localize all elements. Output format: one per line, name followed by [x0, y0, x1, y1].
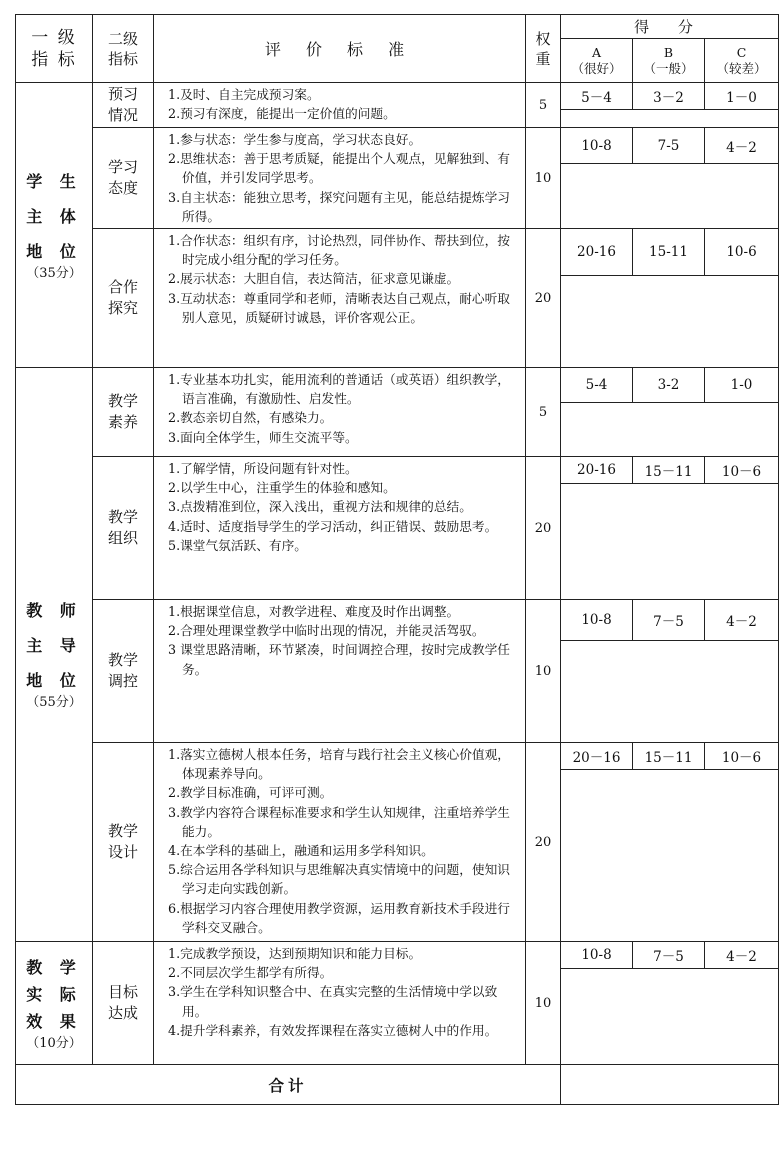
- header-weight: 权 重: [526, 15, 561, 83]
- grade-a-header: A （很好）: [561, 39, 633, 83]
- grade-c-header: C （较差）: [705, 39, 779, 83]
- score-entry-cell[interactable]: [561, 484, 779, 600]
- criteria-cell: 1.合作状态：组织有序，讨论热烈，同伴协作、帮扶到位，按时完成小组分配的学习任务。 2.展示状态：大胆自信，表达简洁，征求意见谦虚。 3.互动状态：尊重同学和老师，清晰表达自己观点，耐心听取别人意见，质疑研讨诚恳，评价客观公正。: [154, 229, 526, 368]
- score-entry-cell[interactable]: [561, 770, 779, 942]
- score-c: 4－2: [705, 128, 779, 164]
- score-c: 1-0: [705, 368, 779, 403]
- score-b: 3-2: [633, 368, 705, 403]
- evaluation-rubric-table: [15, 14, 779, 1105]
- header-level2: 二级 指标: [93, 15, 154, 83]
- score-c: 10－6: [705, 457, 779, 484]
- score-b: 3－2: [633, 83, 705, 110]
- weight-cell: 10: [526, 942, 561, 1065]
- criteria-cell: 1.及时、自主完成预习案。 2.预习有深度，能提出一定价值的问题。: [154, 83, 526, 128]
- header-level1: 一 级 指 标: [16, 15, 93, 83]
- score-b: 7－5: [633, 942, 705, 969]
- score-c: 1－0: [705, 83, 779, 110]
- group-effect: 教 学 实 际 效 果 （10分）: [16, 942, 93, 1065]
- weight-cell: 20: [526, 743, 561, 942]
- weight-cell: 10: [526, 600, 561, 743]
- score-b: 15－11: [633, 457, 705, 484]
- score-a: 20-16: [561, 457, 633, 484]
- indicator-name: 教学 设计: [93, 743, 154, 942]
- weight-cell: 20: [526, 457, 561, 600]
- indicator-name: 教学 素养: [93, 368, 154, 457]
- score-c: 10-6: [705, 229, 779, 276]
- total-score-cell[interactable]: [561, 1065, 779, 1105]
- score-b: 7-5: [633, 128, 705, 164]
- group-teacher: 教 师 主 导 地 位 （55分）: [16, 368, 93, 942]
- criteria-cell: 1.专业基本功扎实，能用流利的普通话（或英语）组织教学，语言准确，有激励性、启发性。 2.教态亲切自然，有感染力。 3.面向全体学生，师生交流平等。: [154, 368, 526, 457]
- score-b: 15-11: [633, 229, 705, 276]
- score-a: 20－16: [561, 743, 633, 770]
- score-c: 10－6: [705, 743, 779, 770]
- score-a: 10-8: [561, 600, 633, 641]
- indicator-name: 学习 态度: [93, 128, 154, 229]
- weight-cell: 5: [526, 83, 561, 128]
- score-a: 20-16: [561, 229, 633, 276]
- criteria-cell: 1.落实立德树人根本任务，培育与践行社会主义核心价值观，体现素养导向。 2.教学目标准确，可评可测。 3.教学内容符合课程标准要求和学生认知规律，注重培养学生能力。 4.在本学科的基础上，融通和运用多学科知识。 5.综合运用各学科知识与思维解决真实情境中的问题，使知识学习走向实践创新。 6.根据学习内容合理使用教学资源，运用教育新技术手段进行学科交叉融合。: [154, 743, 526, 942]
- group-student: 学 生 主 体 地 位 （35分）: [16, 83, 93, 368]
- score-entry-cell[interactable]: [561, 164, 779, 229]
- criteria-cell: 1.参与状态：学生参与度高，学习状态良好。 2.思维状态：善于思考质疑，能提出个人观点，见解独到、有价值，并引发同学思考。 3.自主状态：能独立思考，探究问题有主见，能总结提炼学习所得。: [154, 128, 526, 229]
- score-entry-cell[interactable]: [561, 403, 779, 457]
- indicator-name: 合作 探究: [93, 229, 154, 368]
- weight-cell: 10: [526, 128, 561, 229]
- score-entry-cell[interactable]: [561, 110, 779, 128]
- score-a: 5-4: [561, 368, 633, 403]
- score-b: 15－11: [633, 743, 705, 770]
- criteria-cell: 1.完成教学预设，达到预期知识和能力目标。 2.不同层次学生都学有所得。 3.学生在学科知识整合中、在真实完整的生活情境中学以致用。 4.提升学科素养，有效发挥课程在落实立德树人中的作用。: [154, 942, 526, 1065]
- criteria-cell: 1.根据课堂信息，对教学进程、难度及时作出调整。 2.合理处理课堂教学中临时出现的情况，并能灵活驾驭。 3 课堂思路清晰，环节紧凑，时间调控合理，按时完成教学任务。: [154, 600, 526, 743]
- total-label: 合计: [16, 1065, 561, 1105]
- score-c: 4－2: [705, 942, 779, 969]
- score-a: 10-8: [561, 942, 633, 969]
- score-c: 4－2: [705, 600, 779, 641]
- indicator-name: 目标 达成: [93, 942, 154, 1065]
- score-entry-cell[interactable]: [561, 641, 779, 743]
- weight-cell: 20: [526, 229, 561, 368]
- grade-b-header: B （一般）: [633, 39, 705, 83]
- indicator-name: 教学 组织: [93, 457, 154, 600]
- score-entry-cell[interactable]: [561, 276, 779, 368]
- score-a: 10-8: [561, 128, 633, 164]
- header-score: 得 分: [561, 15, 779, 39]
- score-b: 7－5: [633, 600, 705, 641]
- score-entry-cell[interactable]: [561, 969, 779, 1065]
- criteria-cell: 1.了解学情，所设问题有针对性。 2.以学生中心，注重学生的体验和感知。 3.点拨精准到位，深入浅出，重视方法和规律的总结。 4.适时、适度指导学生的学习活动，纠正错误、鼓励思考。 5.课堂气氛活跃、有序。: [154, 457, 526, 600]
- indicator-name: 教学 调控: [93, 600, 154, 743]
- score-a: 5－4: [561, 83, 633, 110]
- header-criteria: 评 价 标 准: [154, 15, 526, 83]
- weight-cell: 5: [526, 368, 561, 457]
- indicator-name: 预习 情况: [93, 83, 154, 128]
